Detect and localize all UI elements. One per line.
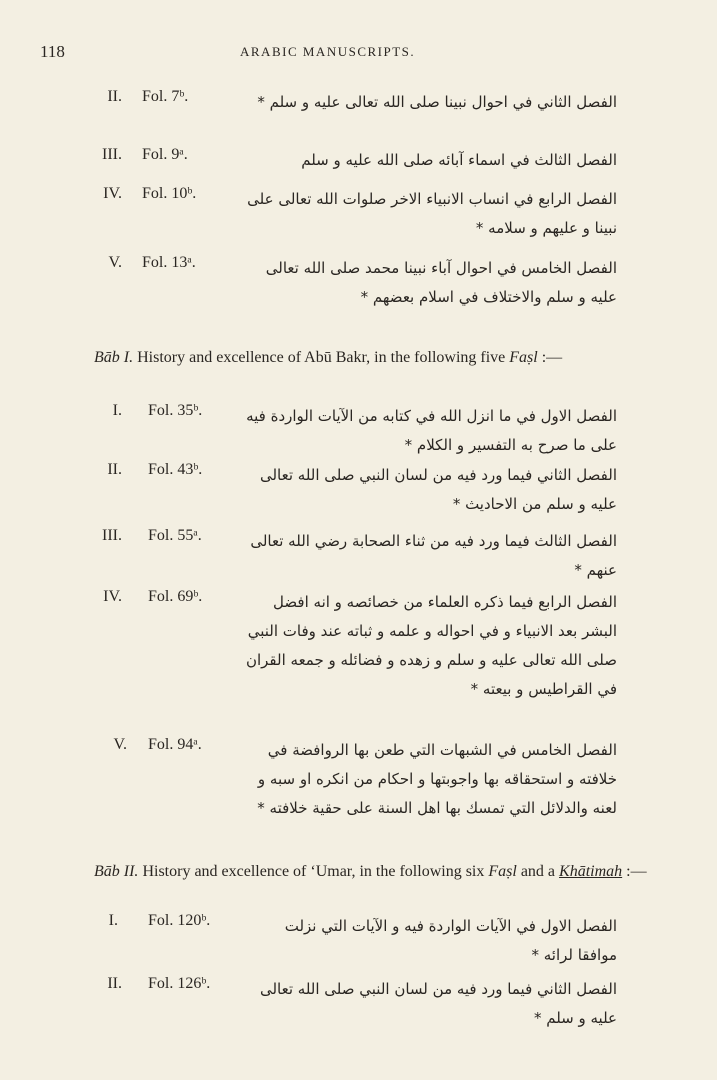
folio-reference: Fol. 9ᵃ. — [142, 146, 188, 163]
arabic-text: الفصل الثاني فيما ورد فيه من لسان النبي صلى الله تعالى عليه و سلم من الاحاديث * — [259, 466, 617, 513]
folio-reference: Fol. 10ᵇ. — [142, 185, 197, 202]
folio-reference: Fol. 69ᵇ. — [148, 588, 203, 605]
connector-text: and a — [520, 863, 556, 880]
bab-label: Bāb I. — [94, 349, 134, 366]
folio-reference: Fol. 43ᵇ. — [148, 461, 203, 478]
arabic-text: الفصل الثاني في احوال نبينا صلى الله تعالى عليه و سلم * — [257, 93, 617, 111]
entry-number: II. — [107, 461, 122, 478]
bab-heading — [68, 346, 658, 370]
entry-number: V. — [113, 736, 127, 753]
bab-description: History and excellence of ‘Umar, in the following six — [142, 863, 485, 880]
arabic-text: الفصل الاول في الآيات الواردة فيه و الآيات التي نزلت موافقا لرائه * — [284, 917, 617, 964]
folio-reference: Fol. 120ᵇ. — [148, 912, 211, 929]
folio-reference: Fol. 126ᵇ. — [148, 975, 211, 992]
entry-number: IV. — [103, 588, 122, 605]
bab-heading — [68, 860, 658, 884]
page-number: 118 — [40, 42, 65, 61]
heading-end: :— — [626, 863, 647, 880]
entry-number: V. — [108, 254, 122, 271]
entry-number: II. — [107, 975, 122, 992]
arabic-text: الفصل الثاني فيما ورد فيه من لسان النبي صلى الله تعالى عليه و سلم * — [259, 980, 617, 1027]
bab-description: History and excellence of Abū Bakr, in the following five — [137, 349, 506, 366]
running-title: ARABIC MANUSCRIPTS. — [240, 44, 416, 59]
arabic-text: الفصل الخامس في احوال آباء نبينا محمد صلى الله تعالى عليه و سلم والاختلاف في اسلام بعضهم * — [265, 259, 617, 306]
arabic-text: الفصل الثالث في اسماء آبائه صلى الله عليه و سلم — [301, 151, 617, 169]
arabic-text: الفصل الرابع في انساب الانبياء الاخر صلوات الله تعالى على نبينا و عليهم و سلامه * — [247, 190, 617, 237]
entry-number: I. — [108, 912, 118, 929]
khatimah-term: Khātimah — [559, 863, 623, 880]
folio-reference: Fol. 7ᵇ. — [142, 88, 189, 105]
entry-number: IV. — [103, 185, 122, 202]
entry-number: III. — [102, 527, 122, 544]
folio-reference: Fol. 35ᵇ. — [148, 402, 203, 419]
arabic-text: الفصل الرابع فيما ذكره العلماء من خصائصه و انه افضل البشر بعد الانبياء و في احواله و علمه و ثباته عند وفات النبي صلى الله تعالى عليه و سلم و زهده و فضائله و جمعه القران في القراطيس و بيعته * — [245, 593, 617, 698]
arabic-text: الفصل الاول في ما انزل الله في كتابه من الآيات الواردة فيه على ما صرح به التفسير و الكلام * — [246, 407, 617, 454]
heading-end: :— — [541, 349, 563, 366]
arabic-text: الفصل الخامس في الشبهات التي طعن بها الروافضة في خلافته و استحقاقه بها واجوبتها و احكام من انكره او سبه و لعنه والدلائل التي تمسك بها اهل السنة على حقية خلافته * — [257, 741, 617, 817]
folio-reference: Fol. 13ᵃ. — [142, 254, 196, 271]
entry-number: II. — [107, 88, 122, 105]
folio-reference: Fol. 94ᵃ. — [148, 736, 202, 753]
entry-number: I. — [112, 402, 122, 419]
bab-label: Bāb II. — [94, 863, 139, 880]
arabic-text: الفصل الثالث فيما ورد فيه من ثناء الصحابة رضي الله تعالى عنهم * — [250, 532, 617, 579]
fasl-term: Faṣl — [488, 863, 517, 880]
fasl-term: Faṣl — [509, 349, 538, 366]
folio-reference: Fol. 55ᵃ. — [148, 527, 202, 544]
entry-number: III. — [102, 146, 122, 163]
